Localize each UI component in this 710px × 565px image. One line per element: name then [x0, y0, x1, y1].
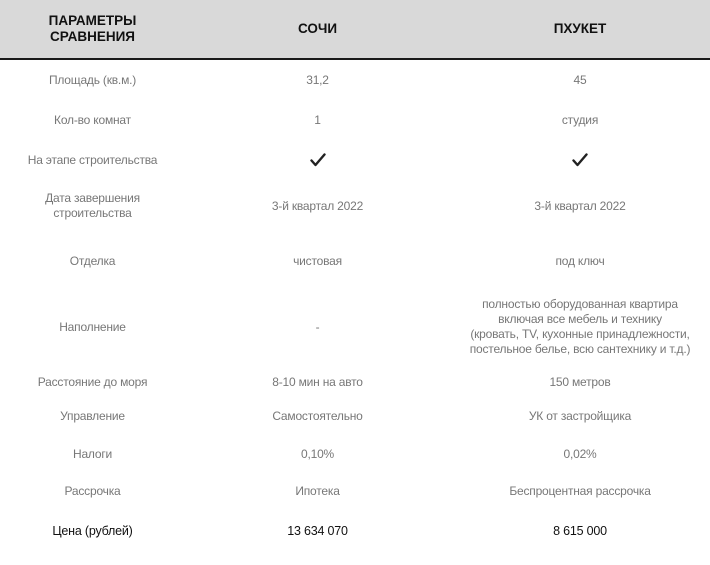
sochi-value: 3-й квартал 2022 [271, 198, 364, 213]
sochi-value: Ипотека [295, 483, 340, 498]
phuket-value: 0,02% [563, 446, 597, 461]
sochi-value: - [315, 319, 320, 334]
row-finishing [0, 240, 710, 282]
row-label: На этапе строительства [27, 152, 158, 167]
phuket-value [450, 140, 710, 180]
row-label: Наполнение [59, 319, 126, 334]
row-label: Цена (рублей) [52, 523, 133, 538]
phuket-value: студия [561, 112, 599, 127]
row-label: Рассрочка [64, 483, 121, 498]
row-label: Дата завершения строительства [45, 191, 140, 220]
phuket-value: полностью оборудованная квартира включая все мебель и технику (кровать, TV, кухонные принадлежности, постельное белье, всю сантехнику и т.д.) [469, 297, 691, 356]
row-under-construction [0, 140, 710, 180]
header-parameters: ПАРАМЕТРЫ СРАВНЕНИЯ [48, 13, 137, 44]
row-label: Площадь (кв.м.) [48, 72, 137, 87]
row-management [0, 398, 710, 434]
sochi-value: 31,2 [306, 72, 329, 87]
check-icon [310, 138, 326, 182]
header-sochi: СОЧИ [297, 21, 338, 36]
table-header [0, 0, 710, 60]
header-phuket: ПХУКЕТ [553, 21, 607, 36]
sochi-value: чистовая [293, 253, 342, 268]
phuket-value: УК от застройщика [528, 408, 632, 423]
row-taxes [0, 435, 710, 473]
phuket-value: 150 метров [549, 374, 611, 389]
sochi-value: 0,10% [300, 446, 335, 461]
phuket-value: 3-й квартал 2022 [534, 198, 626, 213]
row-label: Управление [60, 408, 125, 423]
row-completion-date [0, 180, 710, 232]
phuket-value: 45 [573, 72, 587, 87]
row-distance-to-sea [0, 364, 710, 400]
row-label: Расстояние до моря [37, 374, 148, 389]
row-label: Налоги [72, 446, 113, 461]
row-installments [0, 472, 710, 510]
sochi-value: 8-10 мин на авто [272, 374, 363, 389]
row-furnishing [0, 292, 710, 362]
row-rooms [0, 100, 710, 140]
phuket-value: Беспроцентная рассрочка [509, 483, 651, 498]
row-area [0, 60, 710, 100]
phuket-value: под ключ [555, 253, 605, 268]
sochi-value [185, 140, 450, 180]
row-price [0, 512, 710, 550]
row-label: Отделка [69, 253, 116, 268]
sochi-price: 13 634 070 [287, 523, 348, 538]
sochi-value: Самостоятельно [272, 408, 363, 423]
check-icon [572, 138, 588, 182]
sochi-value: 1 [314, 112, 321, 127]
phuket-price: 8 615 000 [553, 523, 607, 538]
row-label: Кол-во комнат [54, 112, 131, 127]
